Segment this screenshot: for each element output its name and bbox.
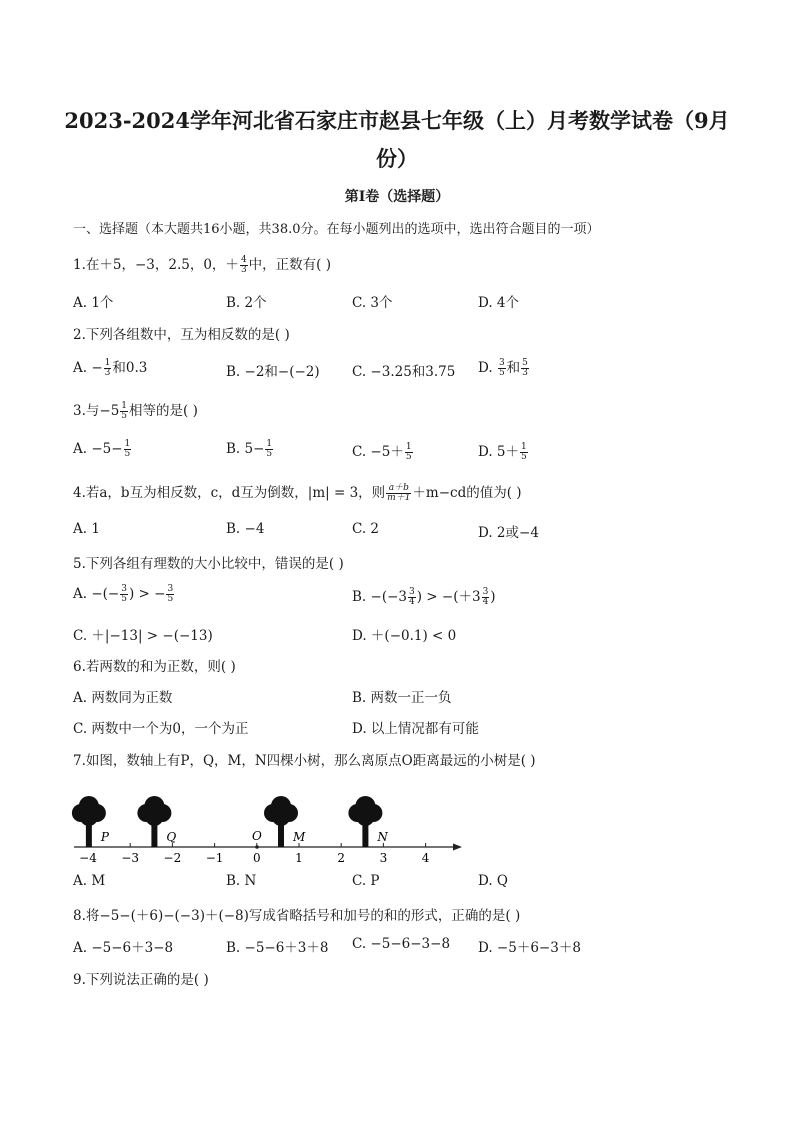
q2-option-d: D. $\frac{3}{5}$ 和 $\frac{5}{3}$ xyxy=(478,358,528,378)
q8-option-b: B. −5−6＋3＋8 xyxy=(226,940,329,956)
q5-option-b: B. −(−3 $\frac{3}{4}$ ) > −(＋3 $\frac{3}{4}$ ) xyxy=(352,587,496,607)
tick-label: 3 xyxy=(379,851,388,865)
title-line-2: 份） xyxy=(376,146,418,171)
tick-label: −1 xyxy=(205,851,224,865)
q5-option-d: D. ＋(−0.1) < 0 xyxy=(352,628,457,644)
question-6: 6.若两数的和为正数，则( ) xyxy=(73,659,236,675)
q3-option-d: D. 5＋ $\frac{1}{5}$ xyxy=(478,442,527,462)
number-line-figure xyxy=(68,795,468,867)
q4-option-a: A. 1 xyxy=(73,521,100,537)
q3-option-b: B. 5− $\frac{1}{5}$ xyxy=(226,439,273,459)
q1-option-c: C. 3个 xyxy=(352,295,393,311)
q7-option-d: D. Q xyxy=(478,873,508,889)
tick-label: −3 xyxy=(121,851,140,865)
question-7: 7.如图，数轴上有P，Q，M，N四棵小树，那么离原点O距离最远的小树是( ) xyxy=(73,753,536,769)
tick-label: 2 xyxy=(337,851,346,865)
q8-option-c: C. −5−6−3−8 xyxy=(352,936,451,952)
fraction: $\frac{4}{3}$ xyxy=(240,255,247,275)
origin-label: O xyxy=(252,829,262,843)
tick-label: 4 xyxy=(421,851,430,865)
question-4: 4.若a，b互为相反数，c，d互为倒数，|m| = 3，则 $\frac{a+b}{m+1}$ ＋m−cd的值为( ) xyxy=(73,483,522,503)
question-3: 3.与−5 $\frac{1}{5}$ 相等的是( ) xyxy=(73,401,198,421)
q4-option-b: B. −4 xyxy=(226,521,265,537)
tick-label: 1 xyxy=(295,851,303,865)
tick-label: −2 xyxy=(163,851,182,865)
q6-option-c: C. 两数中一个为0，一个为正 xyxy=(73,721,249,737)
q3-option-a: A. −5− $\frac{1}{5}$ xyxy=(73,439,131,459)
tree-label: P xyxy=(100,830,109,844)
q3-option-c: C. −5＋ $\frac{1}{5}$ xyxy=(352,442,412,462)
q7-option-b: B. N xyxy=(226,873,257,889)
q6-option-d: D. 以上情况都有可能 xyxy=(352,721,479,737)
q2-option-a: A. − $\frac{1}{3}$ 和0.3 xyxy=(73,358,148,378)
page-title xyxy=(40,102,754,178)
section-title: 第I卷（选择题） xyxy=(344,189,450,205)
tick-label: 0 xyxy=(252,851,261,865)
q1-option-b: B. 2个 xyxy=(226,295,267,311)
q6-option-a: A. 两数同为正数 xyxy=(73,690,173,706)
q1-option-d: D. 4个 xyxy=(478,295,520,311)
q8-option-d: D. −5＋6−3＋8 xyxy=(478,940,581,956)
question-2: 2.下列各组数中，互为相反数的是( ) xyxy=(73,327,290,343)
arrow-icon xyxy=(453,844,462,851)
q6-option-b: B. 两数一正一负 xyxy=(352,690,452,706)
origin-dot xyxy=(255,845,259,849)
q4-option-c: C. 2 xyxy=(352,521,380,537)
question-9: 9.下列说法正确的是( ) xyxy=(73,972,209,988)
q2-option-c: C. −3.25和3.75 xyxy=(352,364,456,380)
tree-label: Q xyxy=(166,830,177,844)
title-line-1: 2023-2024学年河北省石家庄市赵县七年级（上）月考数学试卷（9月 xyxy=(64,108,730,133)
tick-label: −4 xyxy=(79,851,97,865)
question-8: 8.将−5−(＋6)−(−3)＋(−8)写成省略括号和加号的和的形式，正确的是( ) xyxy=(73,908,521,924)
q7-option-c: C. P xyxy=(352,873,380,889)
tree-label: N xyxy=(377,830,388,844)
q2-option-b: B. −2和−(−2) xyxy=(226,364,320,380)
q5-option-c: C. ＋|−13| > −(−13) xyxy=(73,628,213,644)
q1-option-a: A. 1个 xyxy=(73,295,114,311)
q4-option-d: D. 2或−4 xyxy=(478,525,539,541)
question-5: 5.下列各组有理数的大小比较中，错误的是( ) xyxy=(73,556,344,572)
q8-option-a: A. −5−6＋3−8 xyxy=(73,940,174,956)
q5-option-a: A. −(− $\frac{3}{5}$ ) > − $\frac{3}{5}$ xyxy=(73,584,174,604)
q7-option-a: A. M xyxy=(73,873,106,889)
part-heading: 一、选择题（本大题共16小题，共38.0分。在每小题列出的选项中，选出符合题目的一项） xyxy=(73,222,600,237)
tree-label: M xyxy=(293,830,306,844)
question-1: 1.在＋5，−3，2.5，0，＋ $\frac{4}{3}$ 中，正数有( ) xyxy=(73,255,331,275)
